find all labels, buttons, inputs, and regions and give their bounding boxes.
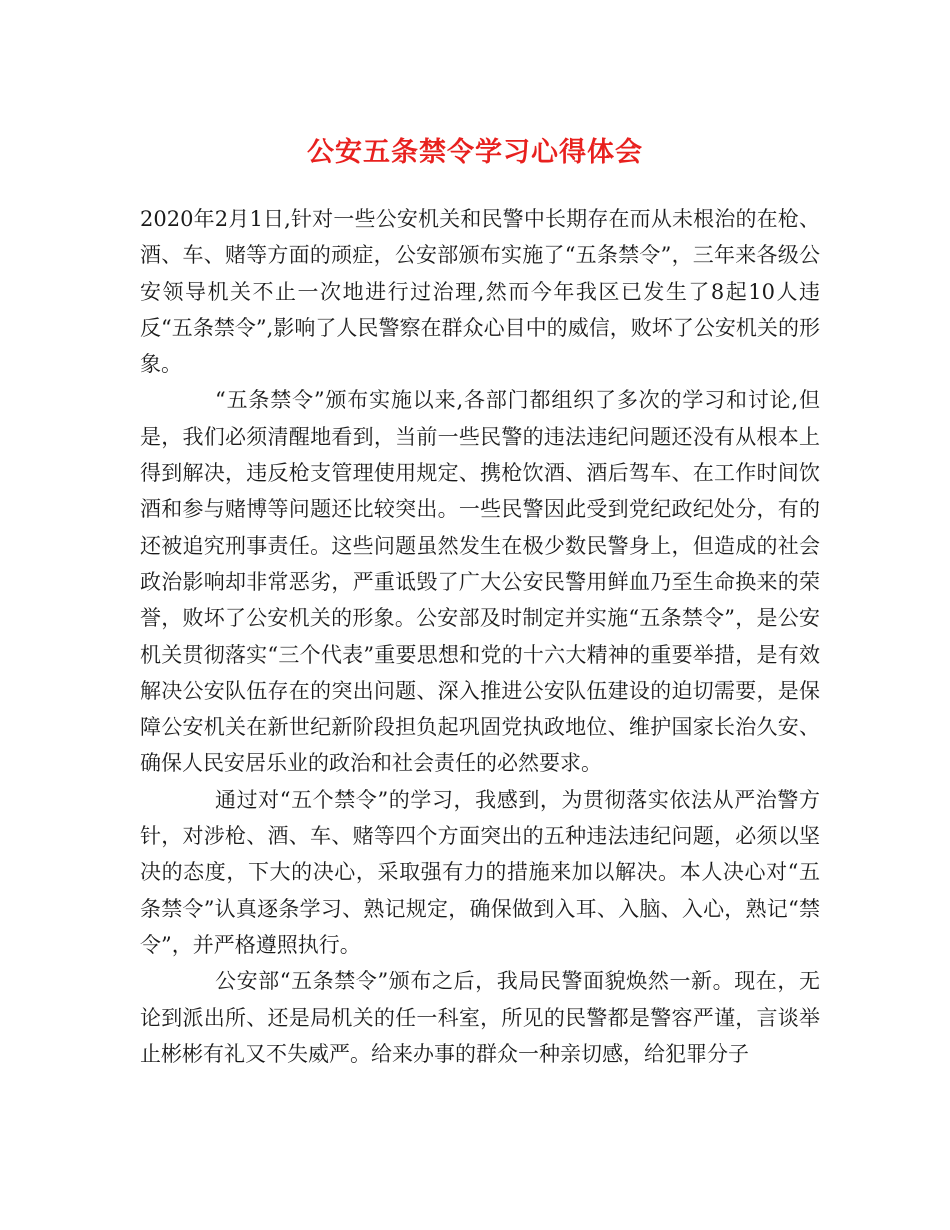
paragraph-2: “五条禁令”颁布实施以来,各部门都组织了多次的学习和讨论,但是，我们必须清醒地看到，当前一些民警的违法违纪问题还没有从根本上得到解决，违反枪支管理使用规定、携枪饮酒、酒后驾车、在工作时间饮酒和参与赌博等问题还比较突出。一些民警因此受到党纪政纪处分，有的还被追究刑事责任。这些问题虽然发生在极少数民警身上，但造成的社会政治影响却非常恶劣，严重诋毁了广大公安民警用鲜血乃至生命换来的荣誉，败坏了公安机关的形象。公安部及时制定并实施“五条禁令”，是公安机关贯彻落实“三个代表”重要思想和党的十六大精神的重要举措，是有效解决公安队伍存在的突出问题、深入推进公安队伍建设的迫切需要，是保障公安机关在新世纪新阶段担负起巩固党执政地位、维护国家长治久安、确保人民安居乐业的政治和社会责任的必然要求。 — [140, 388, 820, 776]
paragraph-3: 通过对“五个禁令”的学习，我感到，为贯彻落实依法从严治警方针，对涉枪、酒、车、赌等四个方面突出的五种违法违纪问题，必须以坚决的态度，下大的决心，采取强有力的措施来加以解决。本人决心对“五条禁令”认真逐条学习、熟记规定，确保做到入耳、入脑、入心，熟记“禁令”，并严格遵照执行。 — [140, 787, 820, 957]
paragraph-4: 公安部“五条禁令”颁布之后，我局民警面貌焕然一新。现在，无论到派出所、还是局机关的任一科室，所见的民警都是警容严谨，言谈举止彬彬有礼又不失威严。给来办事的群众一种亲切感，给犯罪分子 — [140, 969, 820, 1066]
document-title: 公安五条禁令学习心得体会 — [307, 137, 643, 168]
paragraph-1: 2020年2月1日,针对一些公安机关和民警中长期存在而从未根治的在枪、酒、车、赌等方面的顽症，公安部颁布实施了“五条禁令”，三年来各级公安领导机关不止一次地进行过治理,然而今年我区已发生了8起10人违反“五条禁令”,影响了人民警察在群众心目中的威信，败坏了公安机关的形象。 — [140, 207, 820, 377]
document-body — [140, 201, 820, 1072]
